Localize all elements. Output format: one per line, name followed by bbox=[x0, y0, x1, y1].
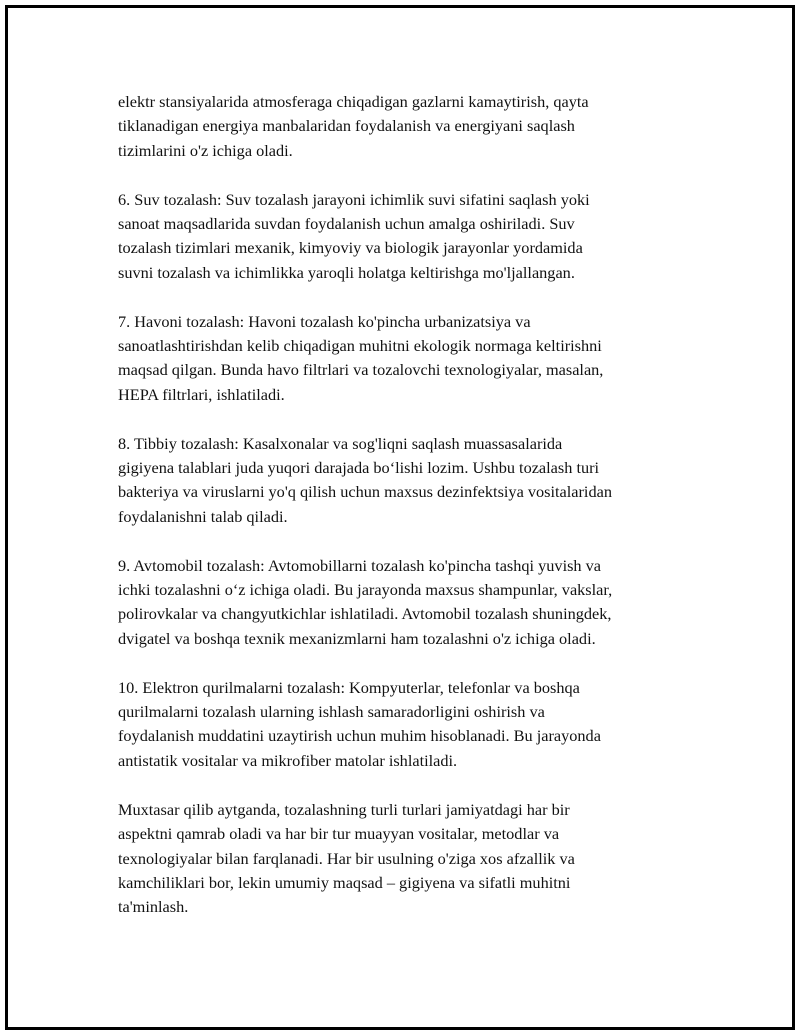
paragraph-car-cleaning: 9. Avtomobil tozalash: Avtomobillarni tozalash ko'pincha tashqi yuvish va ichki tozalashni o‘z ichiga oladi. Bu jarayonda maxsus shampunlar, vakslar, polirovkalar va changyutkichlar ishlatiladi. Avtomobil tozalash shuningdek, dvigatel va boshqa texnik mexanizmlarni ham tozalashni o'z ichiga oladi. bbox=[118, 555, 613, 648]
paragraph-air-cleaning: 7. Havoni tozalash: Havoni tozalash ko'pincha urbanizatsiya va sanoatlashtirishdan kelib chiqadigan muhitni ekologik normaga keltirishni maqsad qilgan. Bunda havo filtrlari va tozalovchi texnologiyalar, masalan, HEPA filtrlari, ishlatiladi. bbox=[118, 311, 604, 404]
paragraph-water-cleaning: 6. Suv tozalash: Suv tozalash jarayoni ichimlik suvi sifatini saqlash yoki sanoat maqsadlarida suvdan foydalanish uchun amalga oshiriladi. Suv tozalash tizimlari mexanik, kimyoviy va biologik jarayonlar yordamida suvni tozalash va ichimlikka yaroqli holatga keltirishga mo'ljallangan. bbox=[118, 189, 590, 282]
paragraph-summary: Muxtasar qilib aytganda, tozalashning turli turlari jamiyatdagi har bir aspektni qamrab oladi va har bir tur muayyan vositalar, metodlar va texnologiyalar bilan farqlanadi. Har bir usulning o'ziga xos afzallik va kamchiliklari bor, lekin umumiy maqsad – gigiyena va sifatli muhitni ta'minlash. bbox=[118, 799, 575, 917]
paragraph-energy-intro: elektr stansiyalarida atmosferaga chiqadigan gazlarni kamaytirish, qayta tiklanadigan energiya manbalaridan foydalanish va energiyani saqlash tizimlarini o'z ichiga oladi. bbox=[118, 92, 589, 160]
paragraph-medical-cleaning: 8. Tibbiy tozalash: Kasalxonalar va sog'liqni saqlash muassasalarida gigiyena talablari juda yuqori darajada bo‘lishi lozim. Ushbu tozalash turi bakteriya va viruslarni yo'q qilish uchun maxsus dezinfektsiya vositalaridan foydalanishni talab qiladi. bbox=[118, 433, 612, 526]
document-body bbox=[118, 90, 698, 944]
paragraph-electronics-cleaning: 10. Elektron qurilmalarni tozalash: Kompyuterlar, telefonlar va boshqa qurilmalarni tozalash ularning ishlash samaradorligini oshirish va foydalanish muddatini uzaytirish uchun muhim hisoblanadi. Bu jarayonda antistatik vositalar va mikrofiber matolar ishlatiladi. bbox=[118, 677, 601, 770]
